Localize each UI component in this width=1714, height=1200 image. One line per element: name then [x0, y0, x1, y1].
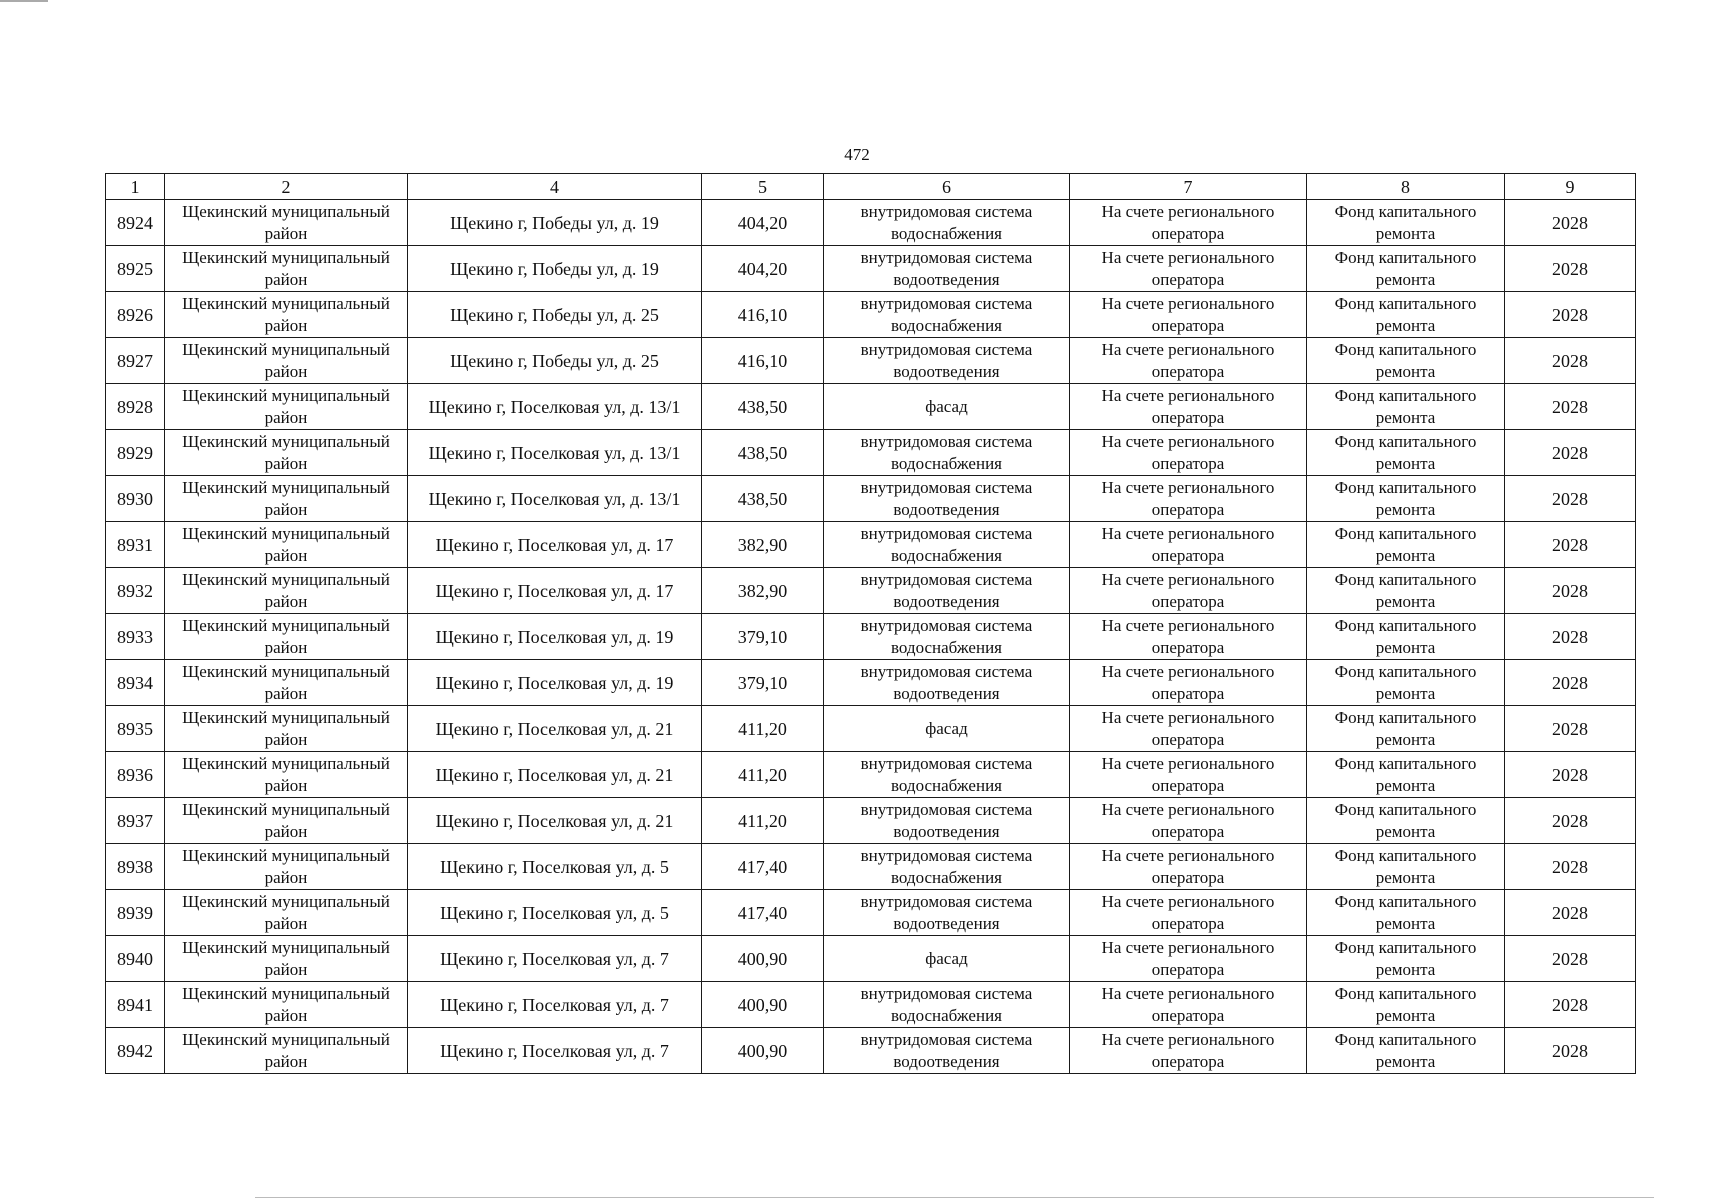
funding-source-cell: Фонд капитального ремонта — [1307, 982, 1505, 1028]
table-row — [106, 384, 1636, 430]
table-row — [106, 246, 1636, 292]
header-cell: 6 — [824, 174, 1070, 200]
fund-account-cell: На счете регионального оператора — [1070, 890, 1307, 936]
year-cell: 2028 — [1505, 292, 1636, 338]
row-number-cell: 8926 — [106, 292, 165, 338]
fund-account-cell: На счете регионального оператора — [1070, 706, 1307, 752]
address-cell: Щекино г, Поселковая ул, д. 7 — [408, 1028, 702, 1074]
work-type-cell: внутридомовая система водоотведения — [824, 890, 1070, 936]
area-cell: 382,90 — [702, 522, 824, 568]
work-type-cell: внутридомовая система водоснабжения — [824, 200, 1070, 246]
header-cell: 2 — [165, 174, 408, 200]
area-cell: 404,20 — [702, 200, 824, 246]
work-type-cell: внутридомовая система водоснабжения — [824, 292, 1070, 338]
fund-account-cell: На счете регионального оператора — [1070, 844, 1307, 890]
row-number-cell: 8927 — [106, 338, 165, 384]
row-number-cell: 8936 — [106, 752, 165, 798]
area-cell: 400,90 — [702, 1028, 824, 1074]
area-cell: 379,10 — [702, 660, 824, 706]
district-cell: Щекинский муниципальный район — [165, 752, 408, 798]
table-body — [106, 200, 1636, 1074]
address-cell: Щекино г, Поселковая ул, д. 19 — [408, 614, 702, 660]
work-type-cell: внутридомовая система водоотведения — [824, 568, 1070, 614]
year-cell: 2028 — [1505, 522, 1636, 568]
scan-bottom-line — [255, 1197, 1654, 1198]
address-cell: Щекино г, Поселковая ул, д. 5 — [408, 890, 702, 936]
address-cell: Щекино г, Поселковая ул, д. 21 — [408, 752, 702, 798]
work-type-cell: внутридомовая система водоотведения — [824, 1028, 1070, 1074]
funding-source-cell: Фонд капитального ремонта — [1307, 1028, 1505, 1074]
table-row — [106, 338, 1636, 384]
district-cell: Щекинский муниципальный район — [165, 982, 408, 1028]
fund-account-cell: На счете регионального оператора — [1070, 798, 1307, 844]
district-cell: Щекинский муниципальный район — [165, 1028, 408, 1074]
table-row — [106, 798, 1636, 844]
district-cell: Щекинский муниципальный район — [165, 614, 408, 660]
funding-source-cell: Фонд капитального ремонта — [1307, 890, 1505, 936]
fund-account-cell: На счете регионального оператора — [1070, 568, 1307, 614]
area-cell: 411,20 — [702, 798, 824, 844]
row-number-cell: 8932 — [106, 568, 165, 614]
funding-source-cell: Фонд капитального ремонта — [1307, 706, 1505, 752]
work-type-cell: внутридомовая система водоснабжения — [824, 982, 1070, 1028]
work-type-cell: фасад — [824, 936, 1070, 982]
district-cell: Щекинский муниципальный район — [165, 568, 408, 614]
year-cell: 2028 — [1505, 384, 1636, 430]
header-cell: 5 — [702, 174, 824, 200]
funding-source-cell: Фонд капитального ремонта — [1307, 384, 1505, 430]
funding-source-cell: Фонд капитального ремонта — [1307, 660, 1505, 706]
address-cell: Щекино г, Поселковая ул, д. 21 — [408, 798, 702, 844]
district-cell: Щекинский муниципальный район — [165, 660, 408, 706]
work-type-cell: внутридомовая система водоотведения — [824, 798, 1070, 844]
work-type-cell: внутридомовая система водоснабжения — [824, 522, 1070, 568]
work-type-cell: внутридомовая система водоотведения — [824, 660, 1070, 706]
address-cell: Щекино г, Поселковая ул, д. 21 — [408, 706, 702, 752]
header-row — [106, 174, 1636, 200]
year-cell: 2028 — [1505, 338, 1636, 384]
area-cell: 417,40 — [702, 890, 824, 936]
work-type-cell: внутридомовая система водоотведения — [824, 338, 1070, 384]
year-cell: 2028 — [1505, 844, 1636, 890]
year-cell: 2028 — [1505, 246, 1636, 292]
row-number-cell: 8928 — [106, 384, 165, 430]
table-row — [106, 292, 1636, 338]
fund-account-cell: На счете регионального оператора — [1070, 200, 1307, 246]
area-cell: 404,20 — [702, 246, 824, 292]
district-cell: Щекинский муниципальный район — [165, 798, 408, 844]
table-row — [106, 936, 1636, 982]
row-number-cell: 8941 — [106, 982, 165, 1028]
district-cell: Щекинский муниципальный район — [165, 706, 408, 752]
work-type-cell: внутридомовая система водоснабжения — [824, 844, 1070, 890]
funding-source-cell: Фонд капитального ремонта — [1307, 292, 1505, 338]
row-number-cell: 8924 — [106, 200, 165, 246]
area-cell: 400,90 — [702, 982, 824, 1028]
year-cell: 2028 — [1505, 660, 1636, 706]
work-type-cell: внутридомовая система водоснабжения — [824, 614, 1070, 660]
table-row — [106, 476, 1636, 522]
funding-source-cell: Фонд капитального ремонта — [1307, 568, 1505, 614]
address-cell: Щекино г, Победы ул, д. 25 — [408, 292, 702, 338]
work-type-cell: фасад — [824, 706, 1070, 752]
district-cell: Щекинский муниципальный район — [165, 200, 408, 246]
fund-account-cell: На счете регионального оператора — [1070, 936, 1307, 982]
year-cell: 2028 — [1505, 430, 1636, 476]
table-row — [106, 890, 1636, 936]
year-cell: 2028 — [1505, 568, 1636, 614]
address-cell: Щекино г, Победы ул, д. 19 — [408, 200, 702, 246]
district-cell: Щекинский муниципальный район — [165, 338, 408, 384]
district-cell: Щекинский муниципальный район — [165, 936, 408, 982]
year-cell: 2028 — [1505, 1028, 1636, 1074]
fund-account-cell: На счете регионального оператора — [1070, 338, 1307, 384]
row-number-cell: 8934 — [106, 660, 165, 706]
fund-account-cell: На счете регионального оператора — [1070, 476, 1307, 522]
scan-corner-mark — [0, 0, 48, 2]
funding-source-cell: Фонд капитального ремонта — [1307, 430, 1505, 476]
fund-account-cell: На счете регионального оператора — [1070, 1028, 1307, 1074]
header-cell: 9 — [1505, 174, 1636, 200]
work-type-cell: внутридомовая система водоотведения — [824, 476, 1070, 522]
table-row — [106, 844, 1636, 890]
fund-account-cell: На счете регионального оператора — [1070, 660, 1307, 706]
year-cell: 2028 — [1505, 752, 1636, 798]
table-row — [106, 982, 1636, 1028]
area-cell: 416,10 — [702, 292, 824, 338]
funding-source-cell: Фонд капитального ремонта — [1307, 246, 1505, 292]
area-cell: 382,90 — [702, 568, 824, 614]
area-cell: 400,90 — [702, 936, 824, 982]
work-type-cell: внутридомовая система водоотведения — [824, 246, 1070, 292]
area-cell: 416,10 — [702, 338, 824, 384]
row-number-cell: 8929 — [106, 430, 165, 476]
year-cell: 2028 — [1505, 200, 1636, 246]
district-cell: Щекинский муниципальный район — [165, 522, 408, 568]
fund-account-cell: На счете регионального оператора — [1070, 384, 1307, 430]
address-cell: Щекино г, Поселковая ул, д. 13/1 — [408, 384, 702, 430]
area-cell: 417,40 — [702, 844, 824, 890]
funding-source-cell: Фонд капитального ремонта — [1307, 200, 1505, 246]
area-cell: 411,20 — [702, 752, 824, 798]
address-cell: Щекино г, Поселковая ул, д. 17 — [408, 522, 702, 568]
fund-account-cell: На счете регионального оператора — [1070, 522, 1307, 568]
address-cell: Щекино г, Поселковая ул, д. 13/1 — [408, 430, 702, 476]
header-cell: 7 — [1070, 174, 1307, 200]
table-row — [106, 706, 1636, 752]
fund-account-cell: На счете регионального оператора — [1070, 246, 1307, 292]
row-number-cell: 8938 — [106, 844, 165, 890]
area-cell: 438,50 — [702, 476, 824, 522]
address-cell: Щекино г, Поселковая ул, д. 7 — [408, 982, 702, 1028]
work-type-cell: внутридомовая система водоснабжения — [824, 752, 1070, 798]
funding-source-cell: Фонд капитального ремонта — [1307, 338, 1505, 384]
district-cell: Щекинский муниципальный район — [165, 292, 408, 338]
address-cell: Щекино г, Поселковая ул, д. 17 — [408, 568, 702, 614]
address-cell: Щекино г, Поселковая ул, д. 13/1 — [408, 476, 702, 522]
address-cell: Щекино г, Поселковая ул, д. 19 — [408, 660, 702, 706]
funding-source-cell: Фонд капитального ремонта — [1307, 844, 1505, 890]
year-cell: 2028 — [1505, 476, 1636, 522]
area-cell: 411,20 — [702, 706, 824, 752]
row-number-cell: 8942 — [106, 1028, 165, 1074]
page-number: 472 — [844, 145, 870, 164]
address-cell: Щекино г, Поселковая ул, д. 7 — [408, 936, 702, 982]
area-cell: 438,50 — [702, 430, 824, 476]
district-cell: Щекинский муниципальный район — [165, 384, 408, 430]
table-row — [106, 752, 1636, 798]
table-row — [106, 522, 1636, 568]
funding-source-cell: Фонд капитального ремонта — [1307, 614, 1505, 660]
area-cell: 379,10 — [702, 614, 824, 660]
table-row — [106, 200, 1636, 246]
fund-account-cell: На счете регионального оператора — [1070, 614, 1307, 660]
row-number-cell: 8925 — [106, 246, 165, 292]
fund-account-cell: На счете регионального оператора — [1070, 752, 1307, 798]
year-cell: 2028 — [1505, 798, 1636, 844]
row-number-cell: 8940 — [106, 936, 165, 982]
funding-source-cell: Фонд капитального ремонта — [1307, 476, 1505, 522]
district-cell: Щекинский муниципальный район — [165, 844, 408, 890]
year-cell: 2028 — [1505, 706, 1636, 752]
funding-source-cell: Фонд капитального ремонта — [1307, 522, 1505, 568]
row-number-cell: 8931 — [106, 522, 165, 568]
funding-source-cell: Фонд капитального ремонта — [1307, 798, 1505, 844]
table-row — [106, 614, 1636, 660]
year-cell: 2028 — [1505, 614, 1636, 660]
row-number-cell: 8933 — [106, 614, 165, 660]
row-number-cell: 8935 — [106, 706, 165, 752]
row-number-cell: 8939 — [106, 890, 165, 936]
address-cell: Щекино г, Победы ул, д. 25 — [408, 338, 702, 384]
district-cell: Щекинский муниципальный район — [165, 430, 408, 476]
work-type-cell: внутридомовая система водоснабжения — [824, 430, 1070, 476]
funding-source-cell: Фонд капитального ремонта — [1307, 752, 1505, 798]
work-type-cell: фасад — [824, 384, 1070, 430]
fund-account-cell: На счете регионального оператора — [1070, 292, 1307, 338]
table-row — [106, 660, 1636, 706]
table-row — [106, 1028, 1636, 1074]
header-cell: 4 — [408, 174, 702, 200]
fund-account-cell: На счете регионального оператора — [1070, 982, 1307, 1028]
table-row — [106, 430, 1636, 476]
year-cell: 2028 — [1505, 936, 1636, 982]
district-cell: Щекинский муниципальный район — [165, 476, 408, 522]
district-cell: Щекинский муниципальный район — [165, 890, 408, 936]
year-cell: 2028 — [1505, 982, 1636, 1028]
row-number-cell: 8937 — [106, 798, 165, 844]
header-cell: 1 — [106, 174, 165, 200]
address-cell: Щекино г, Победы ул, д. 19 — [408, 246, 702, 292]
row-number-cell: 8930 — [106, 476, 165, 522]
header-cell: 8 — [1307, 174, 1505, 200]
address-cell: Щекино г, Поселковая ул, д. 5 — [408, 844, 702, 890]
funding-source-cell: Фонд капитального ремонта — [1307, 936, 1505, 982]
district-cell: Щекинский муниципальный район — [165, 246, 408, 292]
year-cell: 2028 — [1505, 890, 1636, 936]
capital-repair-table — [105, 173, 1636, 1074]
area-cell: 438,50 — [702, 384, 824, 430]
fund-account-cell: На счете регионального оператора — [1070, 430, 1307, 476]
table-row — [106, 568, 1636, 614]
